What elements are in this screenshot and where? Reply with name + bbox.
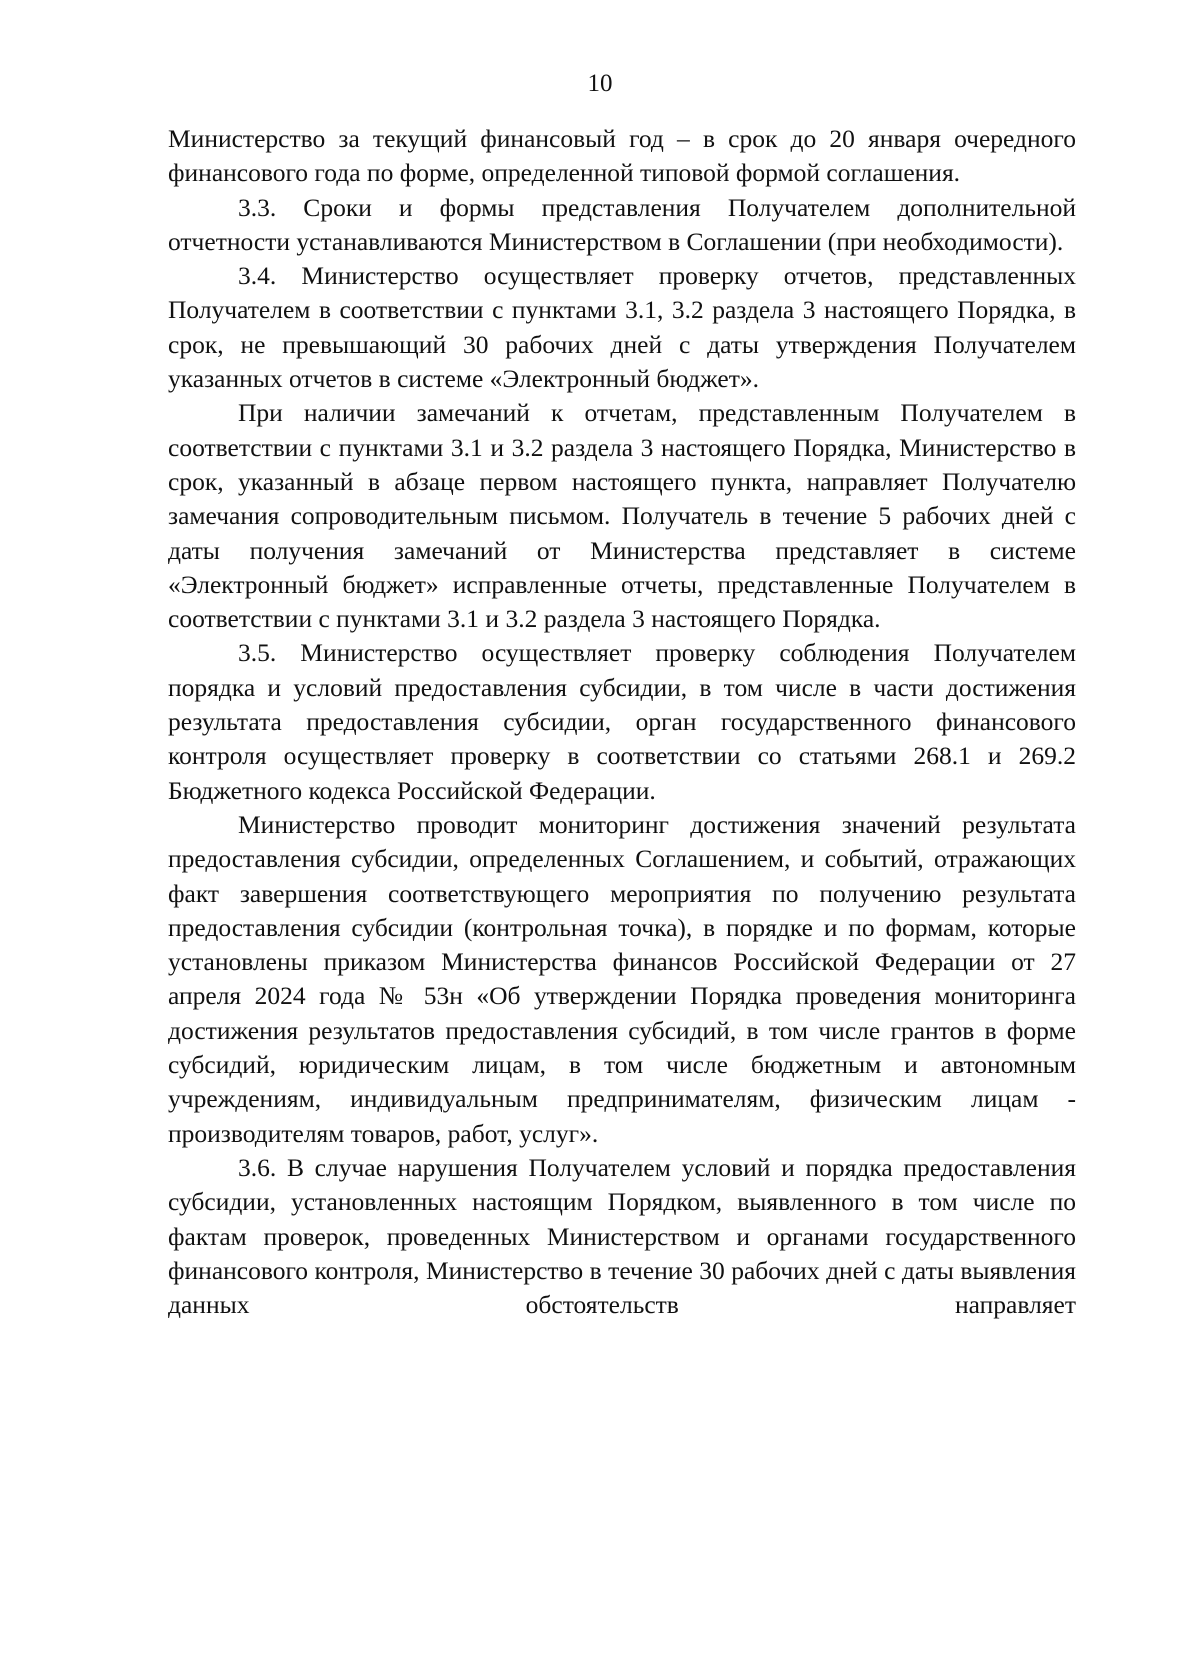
paragraph-3-5-monitoring: Министерство проводит мониторинг достижения значений результата предоставления субсидии, определенных Соглашением, и событий, отражающих факт завершения соответствующего мероприятия по получению результата предоставления субсидии (контрольная точка), в порядке и по формам, которые установлены приказом Министерства финансов Российской Федерации от 27 апреля 2024 года № 53н «Об утверждении Порядка проведения мониторинга достижения результатов предоставления субсидий, в том числе грантов в форме субсидий, юридическим лицам, в том числе бюджетным и автономным учреждениям, индивидуальным предпринимателям, физическим лицам - производителям товаров, работ, услуг». xyxy=(168,809,1076,1148)
paragraph-3-4-remarks: При наличии замечаний к отчетам, представленным Получателем в соответствии с пунктами 3.1 и 3.2 раздела 3 настоящего Порядка, Министерство в срок, указанный в абзаце первом настоящего пункта, направляет Получателю замечания сопроводительным письмом. Получатель в течение 5 рабочих дней с даты получения замечаний от Министерства представляет в системе «Электронный бюджет» исправленные отчеты, представленные Получателем в соответствии с пунктами 3.1 и 3.2 раздела 3 настоящего Порядка. xyxy=(168,398,1076,634)
paragraph-3-5: 3.5. Министерство осуществляет проверку соблюдения Получателем порядка и условий предоставления субсидии, в том числе в части достижения результата предоставления субсидии, орган государственного финансового контроля осуществляет проверку в соответствии со статьями 268.1 и 269.2 Бюджетного кодекса Российской Федерации. xyxy=(168,638,1076,805)
paragraph-continuation: Министерство за текущий финансовый год – в срок до 20 января очередного финансового года по форме, определенной типовой формой соглашения. xyxy=(168,124,1076,188)
page-number: 10 xyxy=(587,70,613,97)
paragraph-3-4: 3.4. Министерство осуществляет проверку отчетов, представленных Получателем в соответствии с пунктами 3.1, 3.2 раздела 3 настоящего Порядка, в срок, не превышающий 30 рабочих дней с даты утверждения Получателем указанных отчетов в системе «Электронный бюджет». xyxy=(168,261,1076,394)
paragraph-3-3: 3.3. Сроки и формы представления Получателем дополнительной отчетности устанавливаются Министерством в Соглашении (при необходимости). xyxy=(168,192,1076,256)
paragraph-3-6: 3.6. В случае нарушения Получателем условий и порядка предоставления субсидии, установленных настоящим Порядком, выявленного в том числе по фактам проверок, проведенных Министерством и органами государственного финансового контроля, Министерство в течение 30 рабочих дней с даты выявления данных обстоятельств направляет xyxy=(168,1152,1076,1320)
document-body xyxy=(168,122,1076,1322)
